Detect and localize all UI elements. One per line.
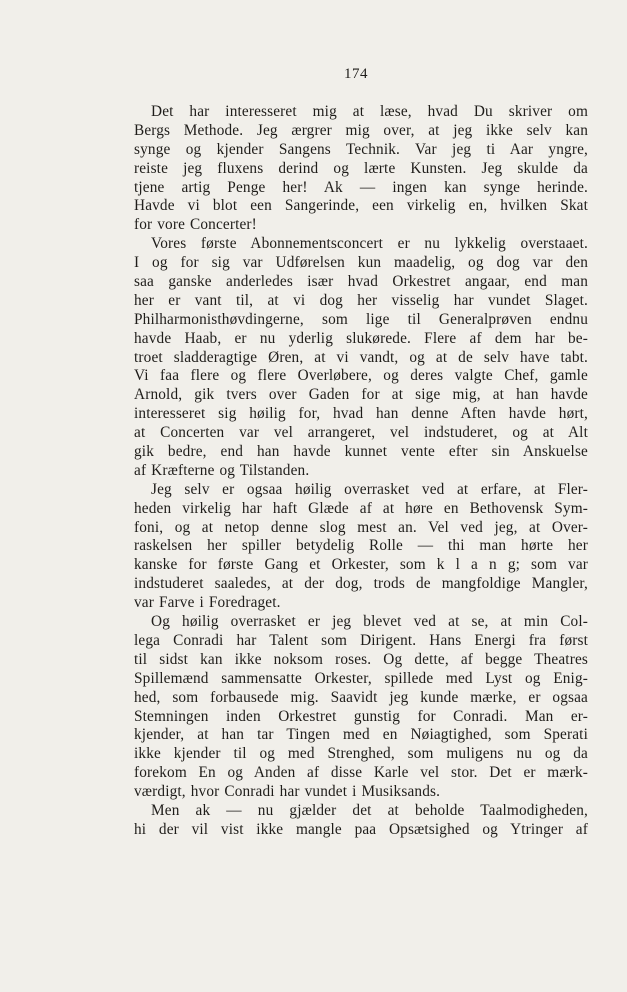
text-line: Men ak — nu gjælder det at beholde Taalmodigheden, (151, 801, 588, 819)
text-line: interesseret sig høilig for, hvad han denne Aften havde hørt, (134, 405, 588, 423)
body-text (134, 103, 588, 840)
text-line: Arnold, gik tvers over Gaden for at sige mig, at han havde (134, 386, 588, 404)
text-line: ikke kjender til og med Strenghed, som muligens nu og da (134, 745, 588, 763)
text-line: lega Conradi har Talent som Dirigent. Hans Energi fra først (134, 631, 588, 649)
text-line: forekom En og Anden af disse Karle vel stor. Det er mærk- (134, 764, 588, 782)
text-line: I og for sig var Udførelsen kun maadelig, og dog var den (134, 254, 588, 272)
paragraph (134, 103, 588, 235)
text-line: værdigt, hvor Conradi har vundet i Musiksands. (134, 783, 441, 801)
text-line: at Concerten var vel arrangeret, vel indstuderet, og at Alt (134, 424, 588, 442)
text-line: Vi faa flere og flere Overløbere, og deres valgte Chef, gamle (134, 367, 588, 385)
text-line: Havde vi blot een Sangerinde, een virkelig en, hvilken Skat (134, 197, 588, 215)
text-line: foni, og at netop denne slog mest an. Vel ved jeg, at Over- (134, 518, 588, 536)
text-line: her er vant til, at vi dog her visselig har vundet Slaget. (134, 291, 588, 309)
page-number: 174 (344, 66, 368, 82)
text-line: gik bedre, end han havde kunnet vente efter sin Anskuelse (134, 443, 588, 461)
paragraph (134, 613, 588, 802)
text-line: Og høilig overrasket er jeg blevet ved at se, at min Col- (151, 613, 588, 631)
text-line: kanske for første Gang et Orkester, som k l a n g; som var (134, 556, 588, 574)
text-line: til sidst kan ikke noksom roses. Og dette, af begge Theatres (134, 650, 588, 668)
text-line: for vore Concerter! (134, 216, 257, 234)
text-line: reiste jeg fluxens derind og lærte Kunsten. Jeg skulde da (134, 159, 588, 177)
text-line: Det har interesseret mig at læse, hvad Du skriver om (151, 103, 588, 120)
text-line: troet sladderagtige Øren, at vi vandt, og at de selv have tabt. (134, 348, 588, 366)
text-line: Bergs Methode. Jeg ærgrer mig over, at jeg ikke selv kan (134, 121, 588, 139)
text-line: raskelsen her spiller betydelig Rolle — thi man hørte her (134, 537, 588, 555)
text-line: heden virkelig har haft Glæde af at høre en Bethovensk Sym- (134, 499, 588, 517)
paragraph (134, 481, 588, 613)
text-line: Jeg selv er ogsaa høilig overrasket ved at erfare, at Fler- (151, 480, 588, 498)
text-line: Vores første Abonnementsconcert er nu lykkelig overstaaet. (151, 235, 588, 253)
text-line: kjender, at han tar Tingen med en Nøiagtighed, som Sperati (134, 726, 588, 744)
text-line: hi der vil vist ikke mangle paa Opsætsighed og Ytringer af (134, 820, 588, 838)
text-line: saa ganske anderledes især hvad Orkestret angaar, end man (134, 273, 588, 291)
text-line: Spillemænd sammensatte Orkester, spillede med Lyst og Enig- (134, 669, 588, 687)
text-line: synge og kjender Sangens Technik. Var jeg ti Aar yngre, (134, 140, 588, 158)
text-line: indstuderet saaledes, at der dog, trods de mangfoldige Mangler, (134, 575, 588, 593)
text-line: havde Haab, er nu yderlig slukørede. Flere af dem har be- (134, 329, 588, 347)
text-line: Philharmonisthøvdingerne, som lige til Generalprøven endnu (134, 310, 588, 328)
text-line: var Farve i Foredraget. (134, 594, 281, 612)
paragraph (134, 802, 588, 840)
paragraph (134, 235, 588, 481)
text-line: tjene artig Penge her! Ak — ingen kan synge herinde. (134, 178, 588, 196)
text-line: af Kræfterne og Tilstanden. (134, 461, 310, 479)
text-line: Stemningen inden Orkestret gunstig for Conradi. Man er- (134, 707, 588, 725)
text-line: hed, som forbausede mig. Saavidt jeg kunde mærke, er ogsaa (134, 688, 588, 706)
